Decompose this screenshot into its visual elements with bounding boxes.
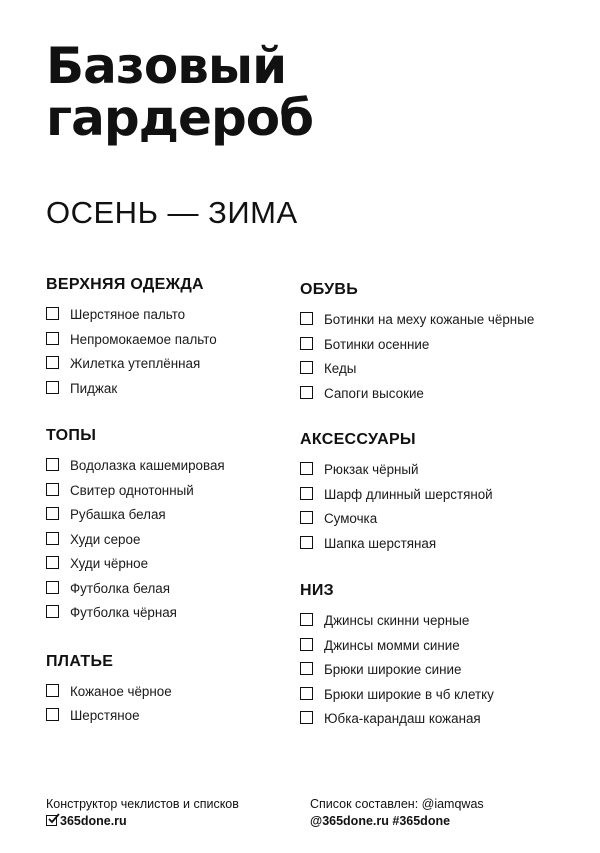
section-shoes xyxy=(300,281,540,403)
checklist-item[interactable] xyxy=(46,531,296,549)
checkbox[interactable] xyxy=(300,487,313,500)
checkbox[interactable] xyxy=(300,536,313,549)
checklist xyxy=(300,461,540,553)
title-line-2: гардероб xyxy=(46,89,313,147)
footer-constructor xyxy=(46,796,239,830)
checklist-item-label: Свитер однотонный xyxy=(70,482,194,498)
section-bottoms xyxy=(300,582,540,728)
checklist-item[interactable] xyxy=(300,661,540,679)
checklist-item[interactable] xyxy=(46,683,296,701)
section-tops xyxy=(46,427,296,622)
checklist-item[interactable] xyxy=(300,612,540,630)
checklist-item-label: Кеды xyxy=(324,361,357,376)
checkbox[interactable] xyxy=(300,386,313,399)
footer-credits xyxy=(310,796,484,830)
checkbox[interactable] xyxy=(300,361,313,374)
checklist-item-label: Кожаное чёрное xyxy=(70,683,172,699)
checklist xyxy=(46,683,296,726)
checklist-item-label: Джинсы момми синие xyxy=(324,637,460,653)
section-heading: ВЕРХНЯЯ ОДЕЖДА xyxy=(46,276,204,293)
checklist-item-label: Юбка-карандаш кожаная xyxy=(324,711,481,726)
checkbox[interactable] xyxy=(46,507,59,520)
checklist-item[interactable] xyxy=(300,535,540,553)
checkbox[interactable] xyxy=(300,662,313,675)
checklist-item-label: Пиджак xyxy=(70,380,118,396)
checkbox[interactable] xyxy=(46,532,59,545)
checklist-item[interactable] xyxy=(46,331,296,349)
checklist-item[interactable] xyxy=(300,385,540,403)
checklist xyxy=(46,306,296,398)
section-heading: ПЛАТЬЕ xyxy=(46,652,114,670)
checkbox[interactable] xyxy=(46,381,59,394)
section-accessories xyxy=(300,431,540,553)
checklist-item[interactable] xyxy=(300,710,540,728)
section-outerwear xyxy=(46,276,296,398)
compiled-by-text: Список составлен: @iamqwas xyxy=(310,797,484,811)
constructor-text: Конструктор чеклистов и списков xyxy=(46,797,239,811)
section-heading: НИЗ xyxy=(300,582,334,599)
checklist-item[interactable] xyxy=(46,457,296,475)
checklist-item-label: Рубашка белая xyxy=(70,507,166,522)
checklist-item-label: Футболка чёрная xyxy=(70,605,177,620)
checklist-item-label: Шерстяное пальто xyxy=(70,307,186,322)
checklist-item[interactable] xyxy=(300,336,540,354)
checklist xyxy=(46,457,296,622)
checklist-item-label: Ботинки на меху кожаные чёрные xyxy=(324,312,535,327)
checklist-item-label: Худи серое xyxy=(70,531,141,547)
checklist-item-label: Худи чёрное xyxy=(70,556,149,571)
handle-link[interactable]: @365done.ru xyxy=(310,814,389,828)
checklist-item-label: Джинсы скинни черные xyxy=(324,613,470,628)
checkbox[interactable] xyxy=(300,613,313,626)
checklist-item[interactable] xyxy=(300,360,540,378)
checkbox[interactable] xyxy=(46,581,59,594)
checklist-item-label: Брюки широкие синие xyxy=(324,662,462,677)
checkbox[interactable] xyxy=(300,638,313,651)
checkbox[interactable] xyxy=(300,687,313,700)
title-line-1: Базовый xyxy=(46,37,287,95)
checkbox[interactable] xyxy=(46,332,59,345)
checkbox[interactable] xyxy=(46,684,59,697)
right-column xyxy=(300,281,540,735)
checklist-item-label: Жилетка утеплённая xyxy=(70,356,201,371)
checkbox[interactable] xyxy=(300,711,313,724)
left-column xyxy=(46,276,296,732)
checkbox[interactable] xyxy=(46,708,59,721)
season-subtitle: ОСЕНЬ — ЗИМА xyxy=(46,195,298,230)
site-link[interactable] xyxy=(46,813,239,830)
checkbox[interactable] xyxy=(300,511,313,524)
checkbox[interactable] xyxy=(300,462,313,475)
checklist-item[interactable] xyxy=(300,311,540,329)
checklist-item[interactable] xyxy=(46,707,296,725)
checkbox[interactable] xyxy=(300,312,313,325)
checklist-item-label: Шерстяное xyxy=(70,708,140,723)
checklist-item-label: Футболка белая xyxy=(70,580,170,596)
section-heading: ТОПЫ xyxy=(46,427,97,444)
checklist-item-label: Водолазка кашемировая xyxy=(70,458,225,473)
checklist xyxy=(300,311,540,403)
checkbox[interactable] xyxy=(300,337,313,350)
checklist-item[interactable] xyxy=(300,486,540,504)
checklist-item[interactable] xyxy=(300,461,540,479)
site-text: 365done.ru xyxy=(60,814,127,828)
checklist-item[interactable] xyxy=(46,580,296,598)
checklist-item[interactable] xyxy=(46,604,296,622)
checkbox[interactable] xyxy=(46,605,59,618)
section-heading: АКСЕССУАРЫ xyxy=(300,431,416,448)
checklist-item[interactable] xyxy=(46,380,296,398)
checkbox[interactable] xyxy=(46,483,59,496)
checklist-item[interactable] xyxy=(300,637,540,655)
checklist-item[interactable] xyxy=(46,506,296,524)
checklist-item-label: Сумочка xyxy=(324,511,378,526)
section-dress xyxy=(46,653,296,726)
checklist-item-label: Рюкзак чёрный xyxy=(324,462,419,477)
checklist-item-label: Брюки широкие в чб клетку xyxy=(324,686,494,702)
checklist-item[interactable] xyxy=(300,686,540,704)
hashtag-link[interactable]: #365done xyxy=(392,814,451,828)
checklist-item[interactable] xyxy=(46,482,296,500)
checkbox[interactable] xyxy=(46,458,59,471)
checklist-item[interactable] xyxy=(46,355,296,373)
checklist-item[interactable] xyxy=(46,555,296,573)
section-heading: ОБУВЬ xyxy=(300,281,359,298)
checklist-item-label: Шарф длинный шерстяной xyxy=(324,486,493,502)
checklist-item-label: Сапоги высокие xyxy=(324,385,424,401)
checklist-item-label: Шапка шерстяная xyxy=(324,535,437,551)
checklist-item-label: Непромокаемое пальто xyxy=(70,331,217,347)
checklist-item[interactable] xyxy=(46,306,296,324)
checkbox-checked-icon xyxy=(46,815,57,826)
checklist xyxy=(300,612,540,728)
checkbox[interactable] xyxy=(46,556,59,569)
social-tags xyxy=(310,813,484,830)
page-title xyxy=(46,37,313,147)
checkbox[interactable] xyxy=(46,356,59,369)
checklist-item-label: Ботинки осенние xyxy=(324,336,430,352)
checkbox[interactable] xyxy=(46,307,59,320)
checklist-item[interactable] xyxy=(300,510,540,528)
